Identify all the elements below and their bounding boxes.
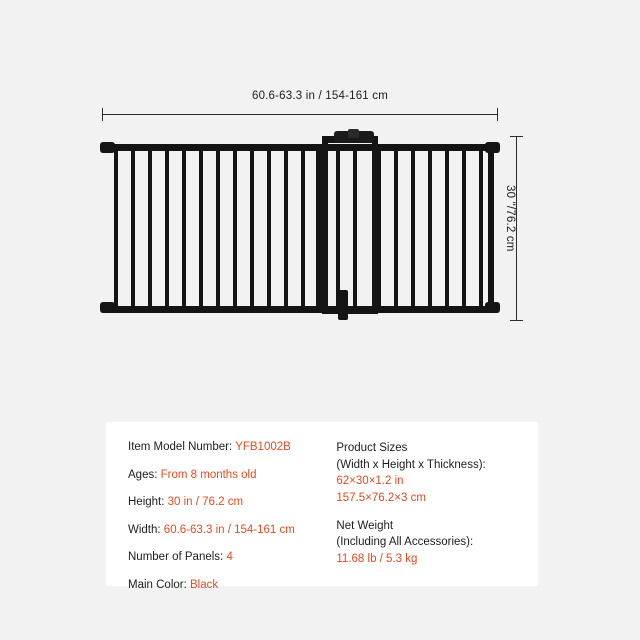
spec-sublabel: (Including All Accessories): (336, 536, 474, 549)
spec-label: Ages: (128, 468, 158, 481)
spec-label: Item Model Number: (128, 441, 233, 453)
gate-foot-bar (338, 290, 348, 320)
gate-door-bottom-bar (322, 307, 378, 314)
spec-value: 30 in / 76.2 cm (167, 496, 244, 509)
gate-latch-knob (348, 129, 359, 138)
gate-door-latch-post (372, 136, 378, 314)
spec-column-left (128, 440, 328, 591)
spec-value-metric: 157.5×76.2×3 cm (336, 492, 426, 505)
right-dimension-cap-bottom (510, 320, 523, 321)
gate-panel-left (114, 144, 322, 313)
spec-label: Width: (128, 523, 161, 536)
mount-bolt-bottom-left (100, 302, 115, 313)
spec-label: Height: (128, 496, 165, 509)
spec-label: Net Weight (336, 519, 394, 532)
spec-value: 60.6-63.3 in / 154-161 cm (163, 523, 295, 536)
spec-column-right (328, 440, 516, 586)
spec-value: From 8 months old (160, 468, 257, 481)
spec-item-ages (128, 468, 328, 484)
top-dimension-line (102, 114, 498, 115)
gate-door-hinge-post (322, 136, 328, 314)
spec-item-net-weight (336, 518, 516, 568)
spec-sublabel: (Width x Height x Thickness): (336, 458, 486, 471)
right-dimension-line (516, 136, 517, 321)
spec-value-imperial: 62×30×1.2 in (336, 475, 404, 488)
top-dimension-cap-left (102, 108, 103, 121)
top-dimension-label: 60.6-63.3 in / 154-161 cm (251, 90, 389, 102)
safety-gate-illustration (100, 130, 500, 326)
right-dimension-cap-top (510, 136, 523, 137)
spec-item-model-number (128, 440, 328, 456)
spec-item-number-of-panels (128, 550, 328, 566)
top-dimension-cap-right (497, 108, 498, 121)
spec-item-main-color (128, 578, 328, 594)
spec-item-product-sizes (336, 440, 516, 507)
spec-value-weight: 11.68 lb / 5.3 kg (336, 553, 418, 566)
spec-label: Product Sizes (336, 442, 408, 454)
gate-panel-right (377, 144, 492, 313)
spec-value: 4 (226, 551, 233, 564)
gate-door-frame (322, 136, 378, 314)
spec-value: YFB1002B (235, 441, 291, 453)
mount-bolt-top-left (100, 142, 115, 153)
spec-value: Black (190, 578, 219, 591)
specification-card (106, 422, 538, 591)
spec-label: Number of Panels: (128, 551, 224, 564)
spec-item-height (128, 495, 328, 511)
spec-item-width (128, 523, 328, 539)
right-dimension-label: 30 "/76.2 cm (504, 185, 516, 252)
spec-label: Main Color: (128, 578, 187, 591)
